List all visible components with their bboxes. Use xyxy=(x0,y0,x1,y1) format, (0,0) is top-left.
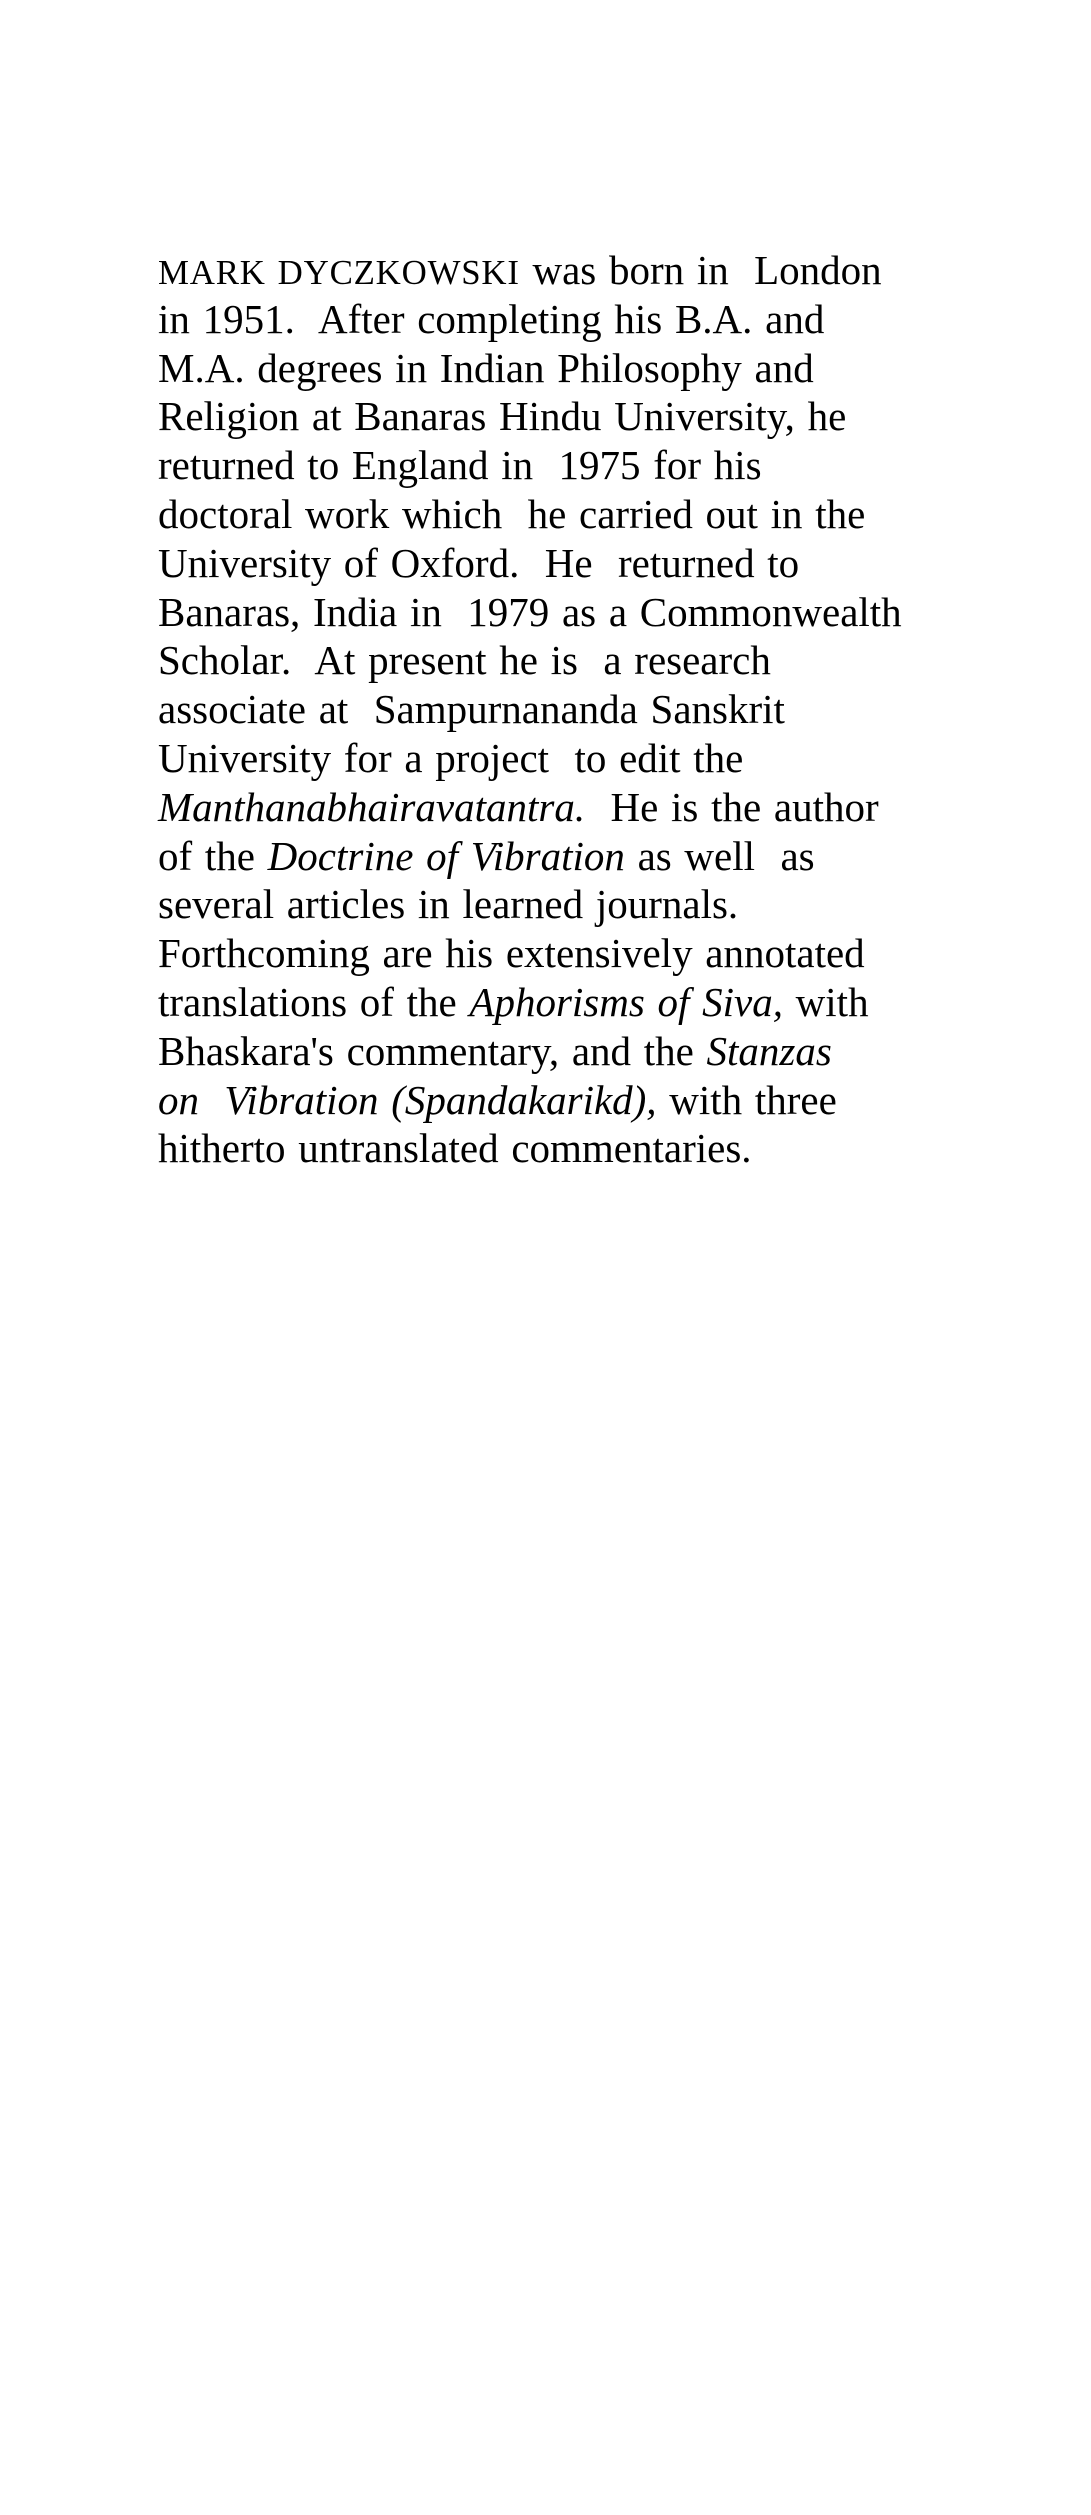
bio-line-12 xyxy=(158,783,978,832)
bio-line-11 xyxy=(158,734,978,783)
bio-text-segment: several articles in learned journals. xyxy=(158,881,739,928)
bio-line-13 xyxy=(158,832,978,881)
bio-line-3 xyxy=(158,344,978,393)
book-title-segment: Manthanabhairavatantra. xyxy=(158,783,586,830)
book-title-segment: on Vibration (Spandakarikd), xyxy=(158,1076,657,1123)
bio-line-4 xyxy=(158,392,978,441)
book-title-segment: Doctrine of Vibration xyxy=(267,832,625,879)
bio-text-segment: Banaras, India in 1979 as a Commonwealth xyxy=(158,588,902,635)
bio-text-segment: translations of the xyxy=(158,978,470,1025)
bio-line-19 xyxy=(158,1124,978,1173)
bio-line-2 xyxy=(158,295,978,344)
bio-line-6 xyxy=(158,490,978,539)
bio-text-segment: with xyxy=(782,978,869,1025)
bio-text-segment: associate at Sampurnananda Sanskrit xyxy=(158,686,785,733)
bio-text-segment: of the xyxy=(158,832,268,879)
bio-text-segment: was born in London xyxy=(519,247,882,293)
bio-line-16 xyxy=(158,978,978,1027)
bio-text-segment: Forthcoming are his extensively annotated xyxy=(158,930,865,977)
bio-text-segment: Bhaskara's commentary, and the xyxy=(158,1027,707,1074)
bio-text-segment: returned to England in 1975 for his xyxy=(158,442,762,489)
bio-line-14 xyxy=(158,880,978,929)
bio-text-segment: He is the author xyxy=(585,783,879,830)
bio-text-segment: with three xyxy=(656,1076,837,1123)
bio-text-block xyxy=(158,246,978,1173)
bio-line-7 xyxy=(158,539,978,588)
bio-text-segment: as well as xyxy=(624,832,815,879)
author-name: MARK DYCZKOWSKI xyxy=(158,253,520,292)
bio-text-segment: Scholar. At present he is a research xyxy=(158,637,771,684)
bio-line-10 xyxy=(158,685,978,734)
bio-line-8 xyxy=(158,588,978,637)
bio-line-15 xyxy=(158,929,978,978)
bio-text-segment: Religion at Banaras Hindu University, he xyxy=(158,393,847,440)
bio-text-segment: in 1951. After completing his B.A. and xyxy=(158,295,825,342)
bio-line-17 xyxy=(158,1027,978,1076)
bio-text-segment: hitherto untranslated commentaries. xyxy=(158,1125,752,1172)
book-title-segment: Stanzas xyxy=(706,1027,832,1074)
book-title-segment: Aphorisms of Siva, xyxy=(469,978,783,1025)
bio-line-5 xyxy=(158,441,978,490)
bio-line-1 xyxy=(158,246,978,295)
bio-text-segment: University for a project to edit the xyxy=(158,734,744,781)
bio-text-segment: doctoral work which he carried out in the xyxy=(158,490,866,537)
bio-text-segment: University of Oxford. He returned to xyxy=(158,539,800,586)
bio-line-9 xyxy=(158,636,978,685)
bio-text-segment: M.A. degrees in Indian Philosophy and xyxy=(158,344,814,391)
bio-line-18 xyxy=(158,1076,978,1125)
